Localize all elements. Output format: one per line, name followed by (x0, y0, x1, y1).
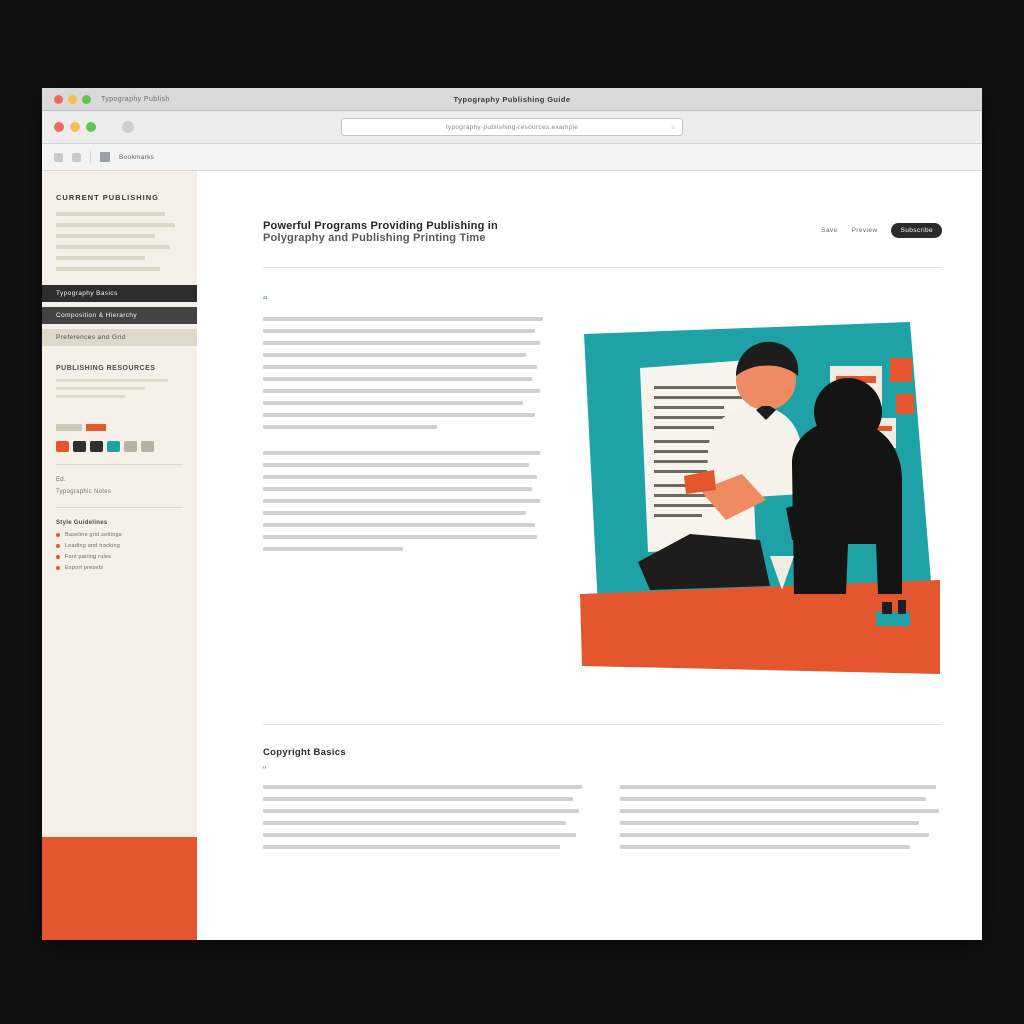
sidebar-intro-text (42, 212, 197, 271)
list-item-label: Font pairing rules (65, 554, 112, 560)
sidebar-divider (56, 507, 183, 508)
article-text-column (263, 294, 543, 684)
quote-icon: “ (263, 292, 268, 308)
body-text-line (263, 821, 566, 825)
sidebar-title: CURRENT PUBLISHING (56, 193, 160, 202)
article-illustration (577, 294, 942, 684)
sidebar-text-line (56, 245, 170, 249)
body-text-line (263, 341, 540, 345)
person-reading-document-illustration (580, 294, 940, 684)
section-heading: Copyright Basics (263, 746, 346, 758)
toolbar-divider (90, 151, 91, 163)
body-text-line (263, 785, 582, 789)
bookmarks-label[interactable]: Bookmarks (119, 153, 155, 161)
body-text-line (263, 389, 540, 393)
body-text-line (263, 487, 532, 491)
reload-icon[interactable] (122, 121, 134, 133)
body-text-line (620, 833, 930, 837)
sidebar-item-label: Typography Basics (56, 290, 118, 297)
list-item[interactable] (42, 565, 197, 571)
section-columns (263, 785, 942, 857)
page-title (263, 219, 498, 247)
list-item[interactable] (42, 532, 197, 538)
swatch-dark[interactable] (73, 441, 86, 452)
sidebar-text-line (56, 212, 165, 216)
body-text-line (263, 535, 537, 539)
swatch-grey[interactable] (124, 441, 137, 452)
body-text-line (263, 329, 535, 333)
sidebar-swatches[interactable] (42, 431, 197, 452)
address-bar-value: typography-publishing-resources.example (445, 123, 579, 131)
section-column-right (620, 785, 943, 857)
sidebar-item-typography-basics[interactable] (42, 285, 197, 302)
toolbar-minimize-icon[interactable] (70, 122, 80, 132)
subscribe-button[interactable]: Subscribe (891, 223, 942, 238)
page-title-line-2: Polygraphy and Publishing Printing Time (263, 231, 486, 244)
sidebar-divider (56, 464, 183, 465)
article-body (197, 268, 982, 684)
body-text-line (263, 365, 537, 369)
body-text-line (263, 809, 579, 813)
status-badge (86, 424, 106, 431)
swatch-grey[interactable] (141, 441, 154, 452)
sidebar-accent-block (42, 837, 197, 940)
preview-link[interactable]: Preview (851, 227, 878, 234)
address-bar[interactable] (341, 118, 683, 136)
sidebar-badge-row (56, 424, 183, 431)
swatch-orange[interactable] (56, 441, 69, 452)
list-item-label: Export presets (65, 565, 104, 571)
main-content (197, 171, 982, 940)
page-content (42, 171, 982, 940)
sidebar-sub-line (56, 395, 125, 398)
body-text-line (263, 475, 537, 479)
forward-icon[interactable] (72, 153, 81, 162)
sidebar-resources-section (42, 351, 197, 398)
sidebar-item-preferences-grid[interactable] (42, 329, 197, 346)
body-text-line (263, 353, 526, 357)
bookmarks-bar (42, 144, 982, 171)
sidebar-meta-label: Ed. (56, 477, 66, 483)
sidebar-item-composition[interactable] (42, 307, 197, 324)
body-text-line (263, 451, 540, 455)
body-text-line (263, 401, 523, 405)
bullet-icon (56, 533, 60, 537)
sidebar-meta-sub: Typographic Notes (56, 489, 112, 495)
toolbar-zoom-icon[interactable] (86, 122, 96, 132)
sidebar (42, 171, 197, 940)
body-text-line (263, 511, 526, 515)
toolbar-close-icon[interactable] (54, 122, 64, 132)
body-text-line (263, 523, 535, 527)
back-icon[interactable] (54, 153, 63, 162)
sidebar-nav (42, 285, 197, 346)
browser-window (42, 88, 982, 940)
body-text-line (263, 463, 529, 467)
swatch-teal[interactable] (107, 441, 120, 452)
body-text-line (263, 425, 437, 429)
paragraph-spacer (263, 437, 543, 451)
body-text-line (620, 797, 926, 801)
window-title: Typography Publishing Guide (453, 94, 571, 104)
body-text-line (620, 845, 910, 849)
body-text-line (620, 821, 920, 825)
body-text-line (620, 785, 936, 789)
bullet-icon (56, 555, 60, 559)
bullet-icon (56, 544, 60, 548)
copyright-section (197, 725, 982, 857)
body-text-line (263, 845, 560, 849)
header-actions (821, 219, 942, 238)
list-item-label: Leading and tracking (65, 543, 121, 549)
list-item[interactable] (42, 543, 197, 549)
sidebar-subheading: PUBLISHING RESOURCES (56, 365, 156, 372)
body-text-line (263, 499, 540, 503)
body-text-line (263, 797, 573, 801)
sidebar-text-line (56, 234, 155, 238)
body-text-line (263, 377, 532, 381)
sidebar-text-line (56, 267, 160, 271)
bullet-icon (56, 566, 60, 570)
sidebar-sub-line (56, 379, 168, 382)
body-text-line (263, 413, 535, 417)
body-text-line (263, 547, 403, 551)
body-text-line (263, 317, 543, 321)
sidebar-sub-line (56, 387, 145, 390)
sidebar-item-label: Composition & Hierarchy (56, 312, 138, 319)
browser-toolbar (42, 111, 982, 144)
badge-placeholder (56, 424, 82, 431)
quote-icon: “ (263, 764, 267, 776)
window-titlebar (42, 88, 982, 111)
article-header (197, 171, 982, 247)
bookmark-icon[interactable]: ☆ (670, 124, 676, 131)
sidebar-list-heading: Style Guidelines (56, 520, 108, 526)
sidebar-item-label: Preferences and Grid (56, 334, 126, 341)
body-text-line (263, 833, 576, 837)
save-link[interactable]: Save (821, 227, 838, 234)
grid-apps-icon[interactable] (100, 152, 110, 162)
sidebar-text-line (56, 256, 145, 260)
list-item-label: Baseline grid settings (65, 532, 122, 538)
section-column-left (263, 785, 586, 857)
toolbar-traffic-lights[interactable] (54, 122, 96, 132)
browser-tab-label[interactable]: Typography Publish (101, 95, 170, 103)
body-text-line (620, 809, 939, 813)
sidebar-text-line (56, 223, 175, 227)
list-item[interactable] (42, 554, 197, 560)
page-title-line-1: Powerful Programs Providing Publishing in (263, 220, 498, 232)
swatch-dark[interactable] (90, 441, 103, 452)
